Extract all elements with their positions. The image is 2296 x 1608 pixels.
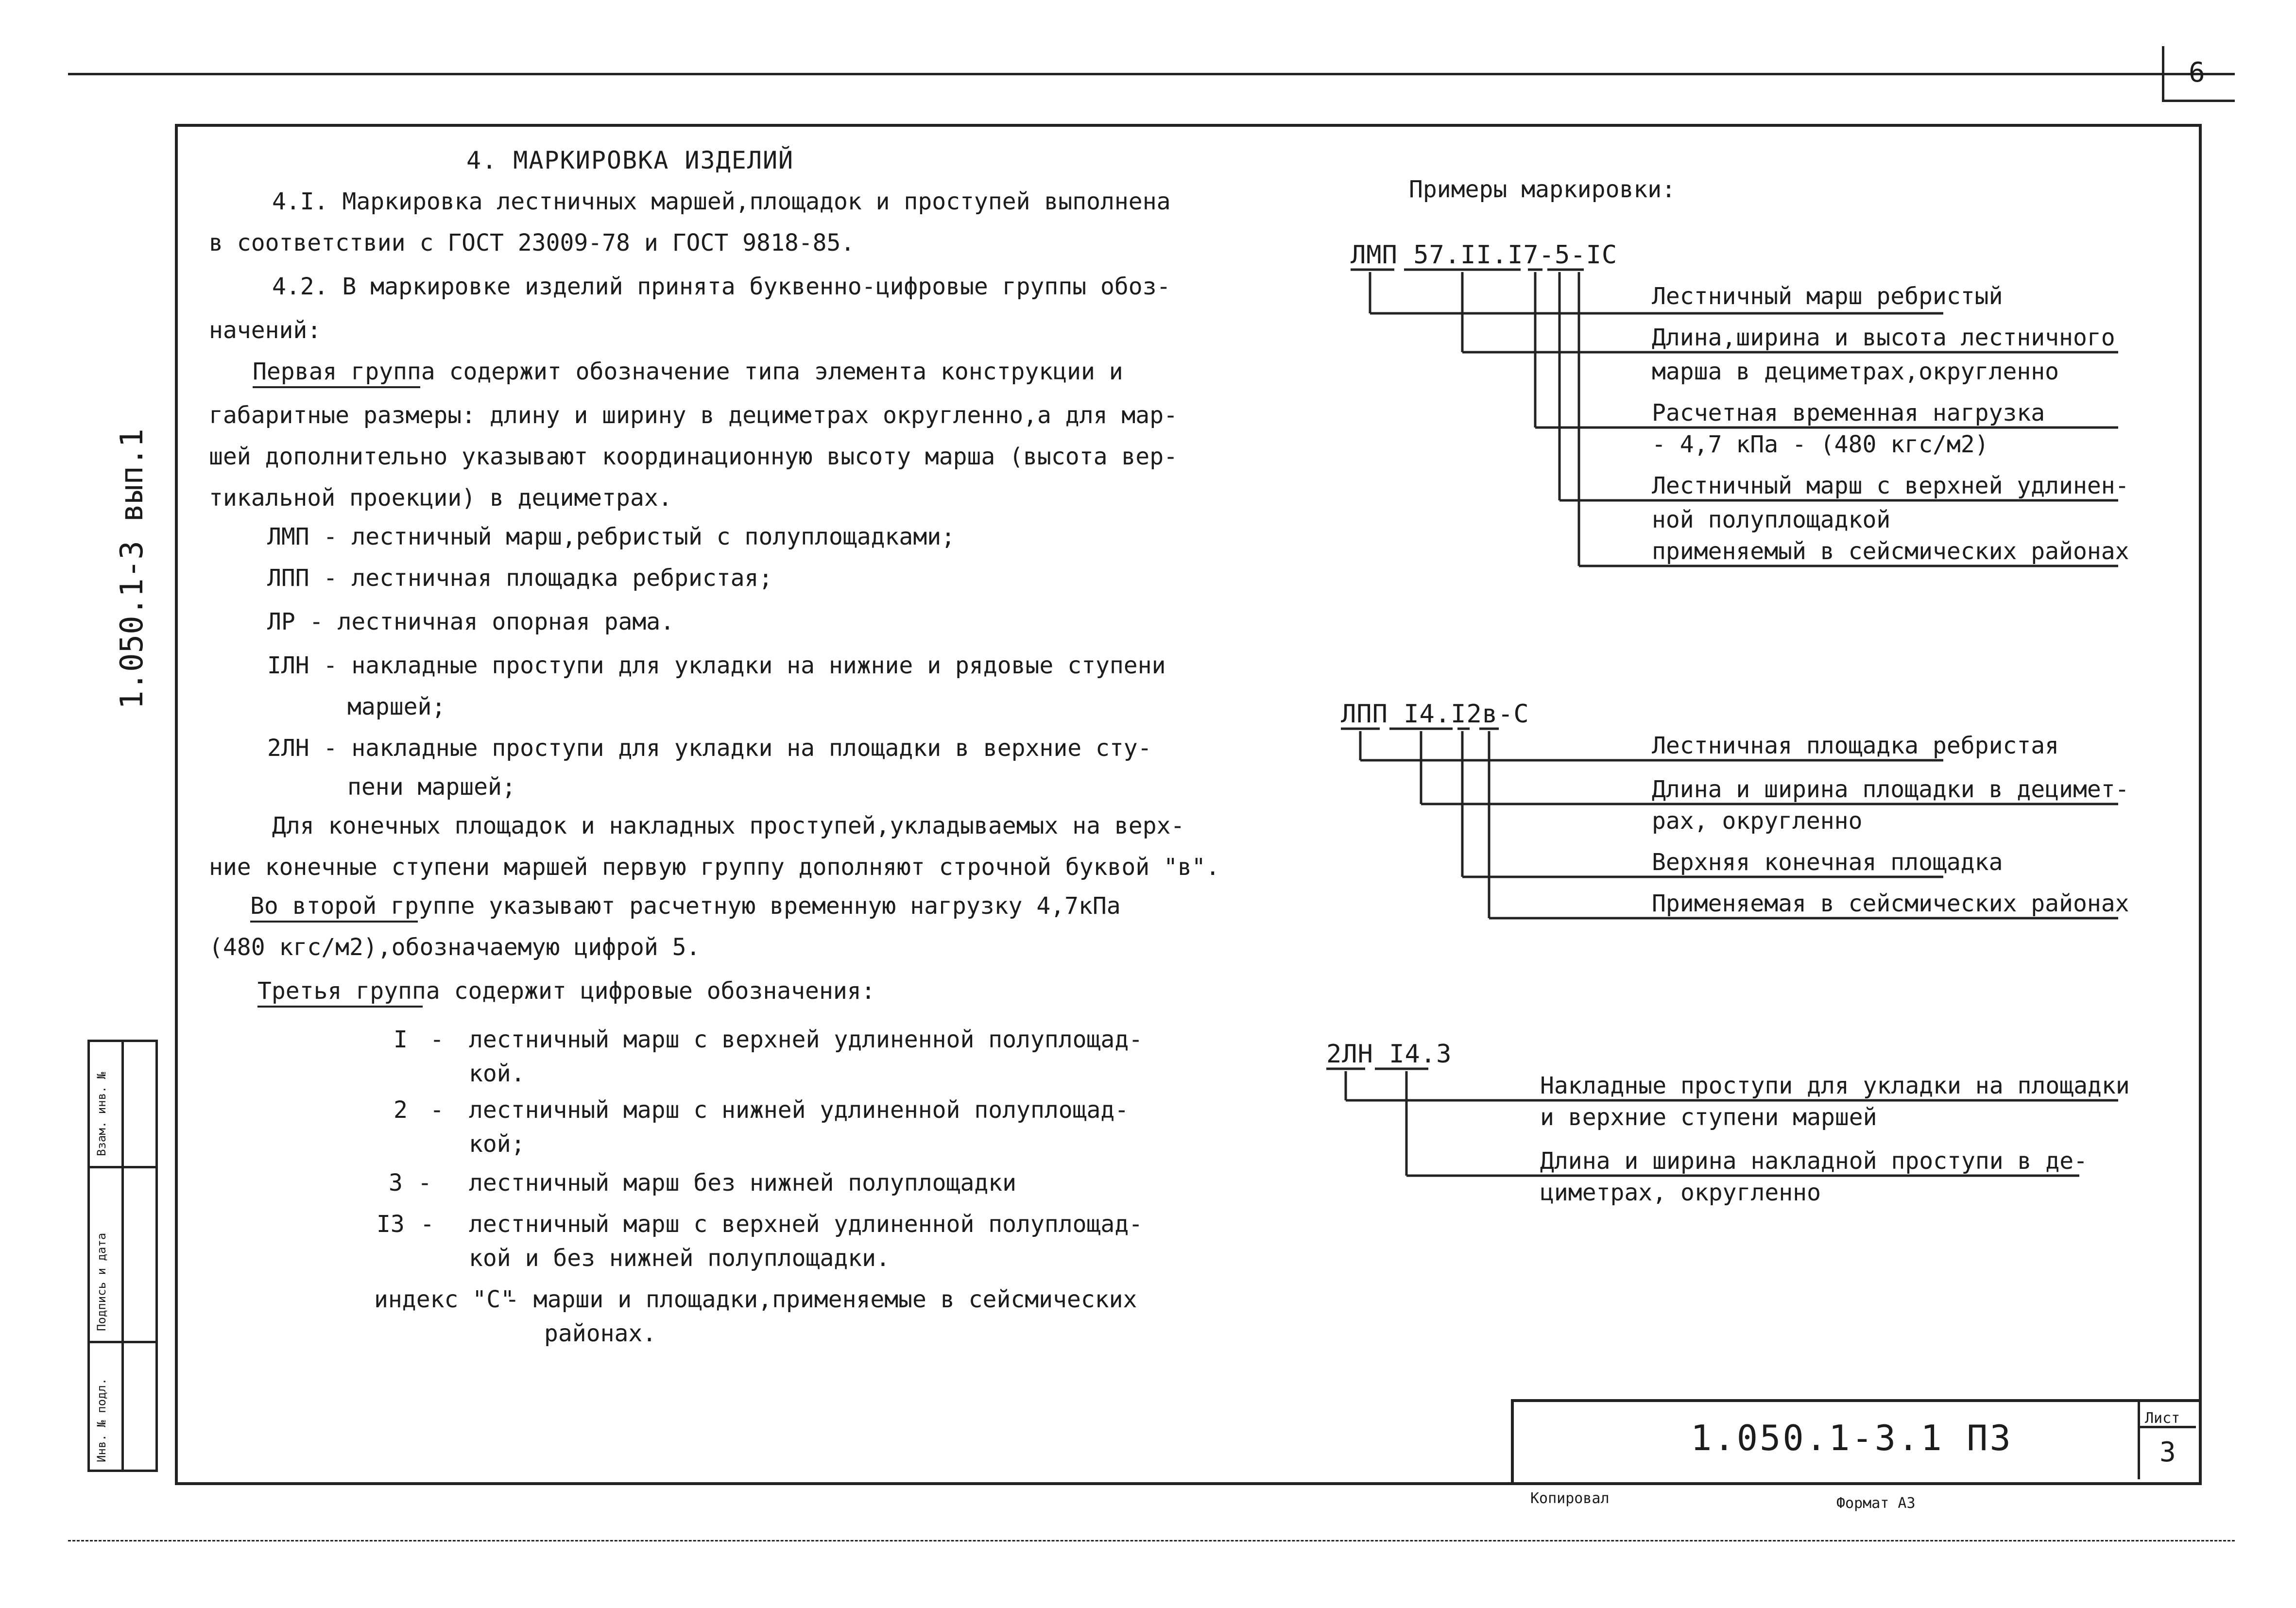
bottom-edge-line	[68, 1540, 2235, 1541]
item-number: 3	[389, 1169, 403, 1197]
item-number: I3	[377, 1211, 405, 1238]
item-dash: -	[430, 1096, 444, 1124]
body-line: ние конечные ступени маршей первую группу дополняют строчной буквой "в".	[209, 854, 1220, 881]
item-text: кой и без нижней полуплощадки.	[469, 1245, 890, 1272]
footer-format: Формат А3	[1836, 1495, 1916, 1512]
item-dash: -	[430, 1026, 444, 1053]
document-code: 1.050.1-3.1 ПЗ	[1691, 1418, 2013, 1458]
body-line: начений:	[209, 317, 322, 344]
example-2-label: Верхняя конечная площадка	[1652, 849, 2003, 876]
body-line: Для конечных площадок и накладных проступей,укладываемых на верх-	[272, 812, 1185, 839]
section-heading: 4. МАРКИРОВКА ИЗДЕЛИЙ	[466, 146, 794, 174]
body-line: Первая группа содержит обозначение типа элемента конструкции и	[253, 358, 1123, 385]
item-text: лестничный марш с верхней удлиненной полуплощад-	[469, 1211, 1143, 1238]
body-line: ІЛН - накладные проступи для укладки на нижние и рядовые ступени	[267, 652, 1166, 679]
side-document-code: 1.050.1-3 вып.1	[114, 428, 150, 709]
sheet-number: 3	[2159, 1437, 2176, 1468]
example-1-label: Длина,ширина и высота лестничного	[1652, 324, 2115, 351]
example-2-label: Длина и ширина площадки в децимет-	[1652, 776, 2129, 803]
example-2-label: рах, округленно	[1652, 807, 1863, 835]
title-block-divider	[2138, 1399, 2140, 1479]
example-3-label: циметрах, округленно	[1540, 1179, 1821, 1206]
page-number: 6	[2189, 57, 2205, 88]
body-line: пени маршей;	[347, 773, 516, 801]
footer-copied: Копировал	[1530, 1490, 1610, 1507]
stamp-label: Взам. инв. №	[95, 1072, 108, 1156]
body-line: габаритные размеры: длину и ширину в дециметрах округленно,а для мар-	[209, 402, 1178, 429]
body-line: 2ЛН - накладные проступи для укладки на площадки в верхние сту-	[267, 735, 1152, 762]
example-1-label: применяемый в сейсмических районах	[1652, 538, 2129, 565]
body-line: шей дополнительно указывают координационную высоту марша (высота вер-	[209, 443, 1178, 470]
item-number: I	[394, 1026, 408, 1053]
item-text: кой;	[469, 1130, 525, 1158]
sheet-label: Лист	[2145, 1410, 2180, 1427]
example-1-label: - 4,7 кПа - (480 кгс/м2)	[1652, 431, 1989, 458]
item-text: кой.	[469, 1060, 525, 1087]
index-text: - марши и площадки,применяемые в сейсмических	[505, 1286, 1137, 1313]
example-1-label: Лестничный марш ребристый	[1652, 283, 2003, 310]
example-1-label: Лестничный марш с верхней удлинен-	[1652, 472, 2129, 499]
item-text: лестничный марш без нижней полуплощадки	[469, 1169, 1017, 1197]
example-3-label: и верхние ступени маршей	[1540, 1104, 1877, 1131]
examples-title: Примеры маркировки:	[1409, 176, 1676, 203]
index-label: индекс "С"	[374, 1286, 514, 1313]
example-2-label: Лестничная площадка ребристая	[1652, 732, 2059, 759]
body-line: ЛМП - лестничный марш,ребристый с полуплощадками;	[267, 523, 956, 550]
stamp-label: Инв. № подл.	[95, 1378, 108, 1462]
body-line: тикальной проекции) в дециметрах.	[209, 484, 672, 512]
stamp-label: Подпись и дата	[95, 1232, 108, 1331]
body-line: Во второй группе указывают расчетную временную нагрузку 4,7кПа	[250, 892, 1121, 920]
body-line: (480 кгс/м2),обозначаемую цифрой 5.	[209, 934, 701, 961]
body-line: ЛР - лестничная опорная рама.	[267, 608, 675, 635]
body-line: Третья группа содержит цифровые обозначения:	[257, 977, 875, 1005]
body-line: маршей;	[347, 693, 446, 720]
body-line: ЛПП - лестничная площадка ребристая;	[267, 565, 773, 592]
example-3-label: Длина и ширина накладной проступи в де-	[1540, 1147, 2088, 1175]
example-1-label: марша в дециметрах,округленно	[1652, 358, 2059, 385]
example-1-label: Расчетная временная нагрузка	[1652, 399, 2045, 427]
example-3-code: 2ЛН I4.3	[1326, 1040, 1452, 1069]
example-1-label: ной полуплощадкой	[1652, 506, 1891, 533]
body-line: в соответствии с ГОСТ 23009-78 и ГОСТ 9818-85.	[209, 229, 855, 257]
item-dash: -	[420, 1211, 434, 1238]
example-2-label: Применяемая в сейсмических районах	[1652, 890, 2129, 917]
item-text: лестничный марш с верхней удлиненной полуплощад-	[469, 1026, 1143, 1053]
example-1-code: ЛМП 57.II.I7-5-IС	[1351, 240, 1618, 270]
index-text: районах.	[544, 1320, 657, 1347]
body-line: 4.2. В маркировке изделий принята буквенно-цифровые группы обоз-	[272, 273, 1171, 300]
body-line: 4.I. Маркировка лестничных маршей,площадок и проступей выполнена	[272, 188, 1171, 215]
item-dash: -	[418, 1169, 432, 1197]
example-2-code: ЛПП I4.I2в-С	[1341, 700, 1529, 729]
item-number: 2	[394, 1096, 408, 1124]
example-3-label: Накладные проступи для укладки на площадки	[1540, 1072, 2130, 1099]
item-text: лестничный марш с нижней удлиненной полуплощад-	[469, 1096, 1129, 1124]
